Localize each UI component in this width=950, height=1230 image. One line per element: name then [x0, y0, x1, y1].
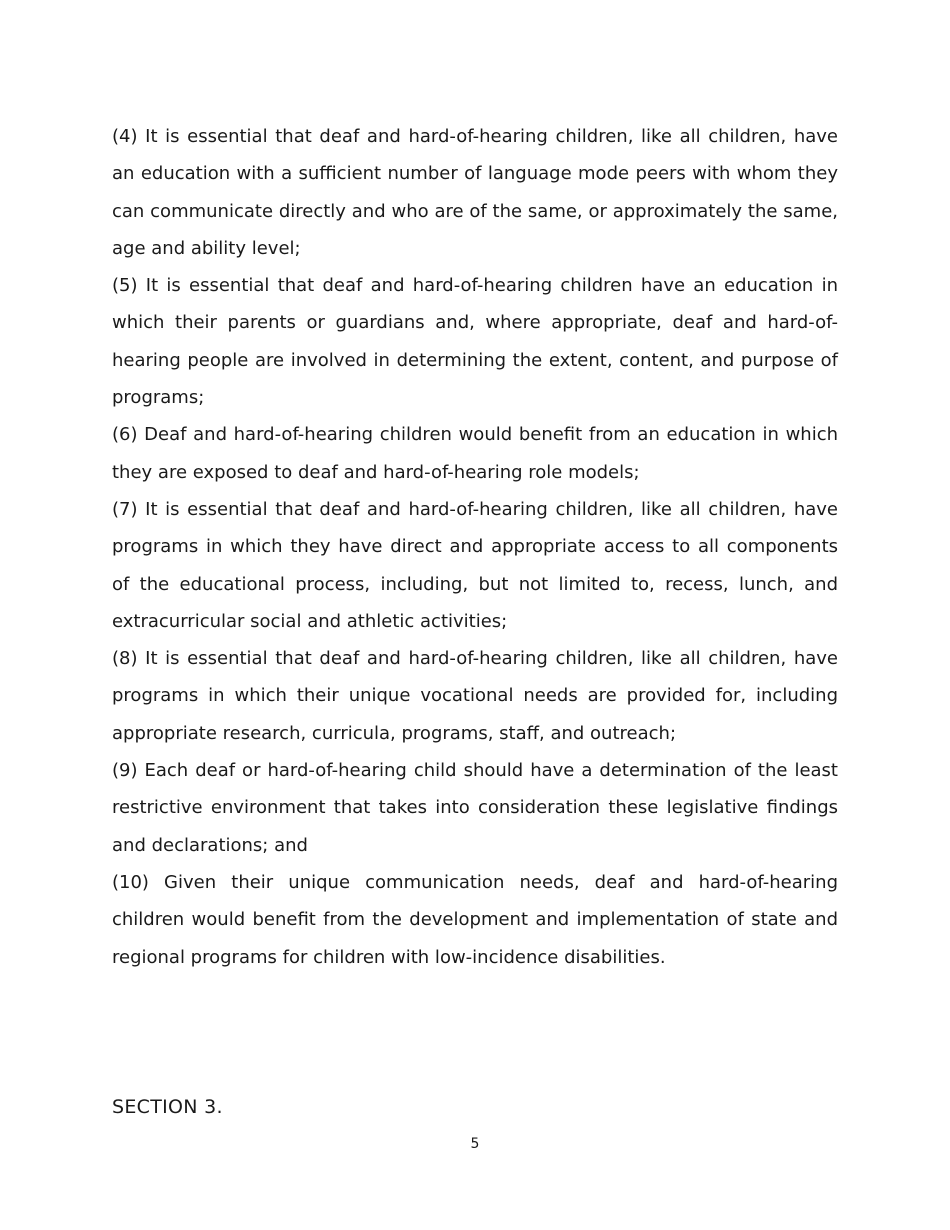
body-text — [112, 118, 838, 976]
section-heading: SECTION 3. — [112, 1096, 223, 1118]
paragraph-8: (8) It is essential that deaf and hard-of-hearing children, like all children, have programs in which their unique vocational needs are provided for, including appropriate research, curricula, programs, staff, and outreach; — [112, 648, 838, 744]
page-number: 5 — [470, 1136, 480, 1152]
paragraph-7: (7) It is essential that deaf and hard-of-hearing children, like all children, have programs in which they have direct and appropriate access to all components of the educational process, including, but not limited to, recess, lunch, and extracurricular social and athletic activities; — [112, 498, 838, 632]
paragraph-6: (6) Deaf and hard-of-hearing children would benefit from an education in which they are exposed to deaf and hard-of-hearing role models; — [112, 424, 838, 483]
paragraph-5: (5) It is essential that deaf and hard-of-hearing children have an education in which their parents or guardians and, where appropriate, deaf and hard-of-hearing people are involved in determining the extent, content, and purpose of programs; — [112, 275, 838, 409]
paragraph-9: (9) Each deaf or hard-of-hearing child should have a determination of the least restrictive environment that takes into consideration these legislative findings and declarations; and — [112, 760, 838, 856]
paragraph-10: (10) Given their unique communication needs, deaf and hard-of-hearing children would benefit from the development and implementation of state and regional programs for children with low-incidence disabilities. — [112, 871, 838, 968]
paragraph-4: (4) It is essential that deaf and hard-of-hearing children, like all children, have an education with a sufficient number of language mode peers with whom they can communicate directly and who are of the same, or approximately the same, age and ability level; — [112, 126, 838, 259]
